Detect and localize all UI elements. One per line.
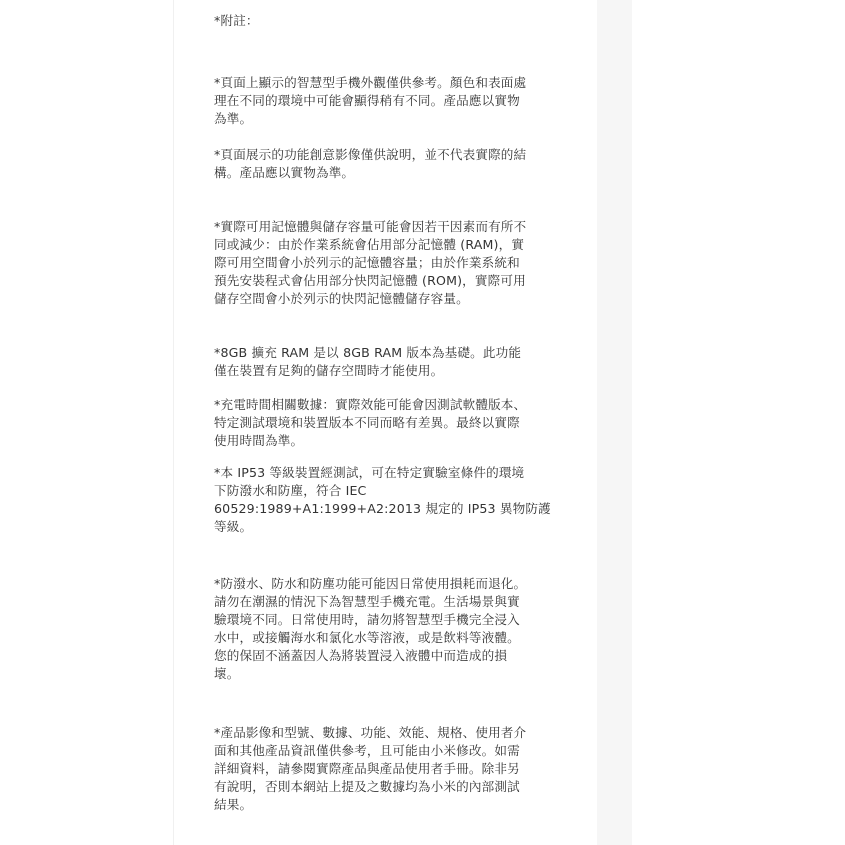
note-illustration: *頁面展示的功能創意影像僅供說明，並不代表實際的結 構。產品應以實物為準。 bbox=[214, 147, 527, 180]
note-memory-storage: *實際可用記憶體與儲存容量可能會因若干因素而有所不 同或減少：由於作業系統會佔用部分記憶體 (RAM)，實 際可用空間會小於列示的記憶體容量；由於作業系統和 預先安裝程式會佔用部分快閃記憶體 (ROM)，實際可用 儲存空間會小於列示的快閃記憶體儲存容量。 bbox=[214, 219, 527, 306]
note-extended-ram: *8GB 擴充 RAM 是以 8GB RAM 版本為基礎。此功能 僅在裝置有足夠的儲存空間時才能使用。 bbox=[214, 345, 522, 378]
note-product-information: *產品影像和型號、數據、功能、效能、規格、使用者介 面和其他產品資訊僅供參考，且可能由小米修改。如需 詳細資料，請參閱實際產品與產品使用者手冊。除非另 有說明，否則本網站上提及之數據均為小米的內部測試 結果。 bbox=[214, 725, 527, 812]
left-margin bbox=[0, 0, 174, 845]
note-charging-time: *充電時間相關數據：實際效能可能會因測試軟體版本、 特定測試環境和裝置版本不同而略有差異。最終以實際 使用時間為準。 bbox=[214, 397, 527, 448]
notes-heading: *附註： bbox=[214, 13, 259, 28]
right-margin bbox=[632, 0, 845, 845]
note-water-dust-resistance: *防潑水、防水和防塵功能可能因日常使用損耗而退化。 請勿在潮濕的情況下為智慧型手機充電。生活場景與實 驗環境不同。日常使用時，請勿將智慧型手機完全浸入 水中，或接觸海水和氯化水等溶液，或是飲料等液體。 您的保固不涵蓋因人為將裝置浸入液體中而造成的損 壞。 bbox=[214, 576, 527, 681]
right-gutter bbox=[597, 0, 632, 845]
note-ip53-rating: *本 IP53 等級裝置經測試，可在特定實驗室條件的環境 下防潑水和防塵，符合 IEC 60529:1989+A1:1999+A2:2013 規定的 IP53 異物防護 等級。 bbox=[214, 465, 551, 534]
note-appearance: *頁面上顯示的智慧型手機外觀僅供參考。顏色和表面處 理在不同的環境中可能會顯得稍有不同。產品應以實物 為準。 bbox=[214, 75, 527, 126]
